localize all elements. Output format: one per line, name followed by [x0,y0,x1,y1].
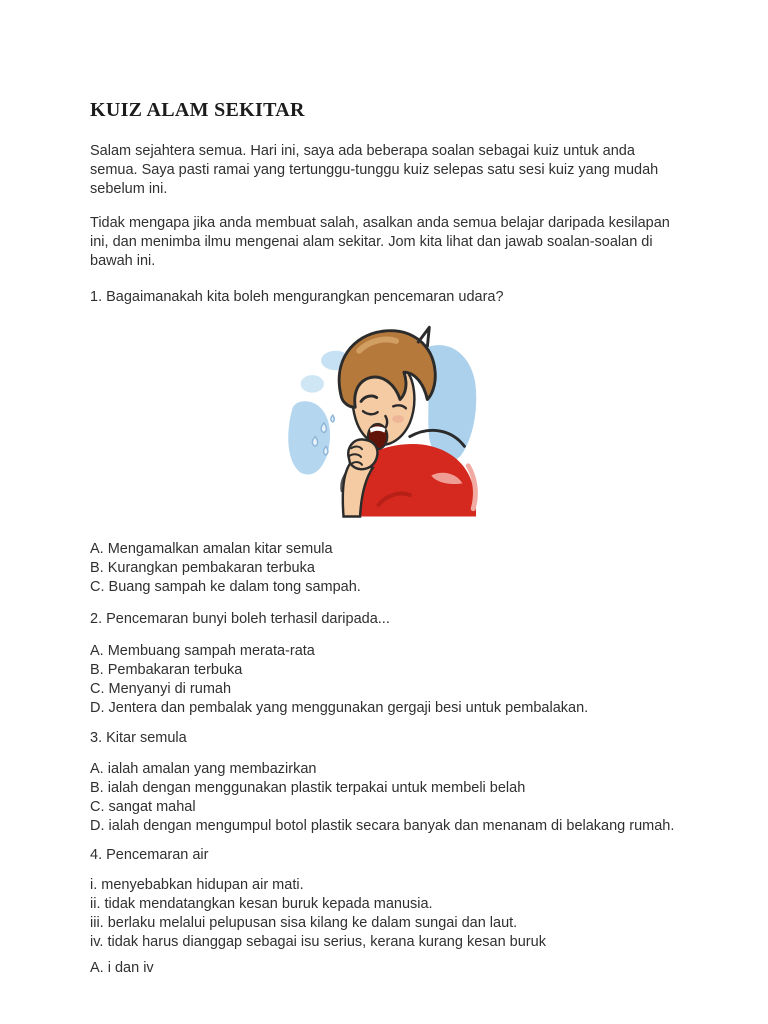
answer-option: B. ialah dengan menggunakan plastik terpakai untuk membeli belah [90,780,526,796]
question-1-text: 1. Bagaimanakah kita boleh mengurangkan pencemaran udara? [90,289,504,305]
answer-option: C. Menyanyi di rumah [90,681,232,697]
question-4-text: 4. Pencemaran air [90,847,209,863]
statement-item: iii. berlaku melalui pelupusan sisa kilang ke dalam sungai dan laut. [90,915,518,931]
answer-option: D. ialah dengan mengumpul botol plastik secara banyak dan menanam di belakang rumah. [90,818,675,834]
question-1-options [90,540,675,597]
intro-paragraph-1: Salam sejahtera semua. Hari ini, saya ada beberapa soalan sebagai kuiz untuk anda semua. Saya pasti ramai yang tertunggu-tunggu kuiz selepas satu sesi kuiz yang mudah sebelum ini. [90,143,659,197]
answer-option: A. Membuang sampah merata-rata [90,643,315,659]
statement-item: iv. tidak harus dianggap sebagai isu serius, kerana kurang kesan buruk [90,934,546,950]
answer-option: B. Pembakaran terbuka [90,662,243,678]
question-4-options [90,959,675,978]
statement-item: i. menyebabkan hidupan air mati. [90,877,304,893]
coughing-boy-illustration [285,320,480,518]
question-4-statements [90,876,675,952]
answer-option: A. i dan iv [90,960,154,976]
answer-option: C. Buang sampah ke dalam tong sampah. [90,579,361,595]
answer-option: A. ialah amalan yang membazirkan [90,761,317,777]
question-3-options [90,760,675,836]
answer-option: B. Kurangkan pembakaran terbuka [90,560,315,576]
intro-paragraph-2: Tidak mengapa jika anda membuat salah, asalkan anda semua belajar daripada kesilapan ini, dan menimba ilmu mengenai alam sekitar. Jom kita lihat dan jawab soalan-soalan di bawah ini. [90,215,670,269]
question-2-text: 2. Pencemaran bunyi boleh terhasil daripada... [90,611,390,627]
question-2-options [90,642,675,718]
page-title: KUIZ ALAM SEKITAR [90,99,305,121]
answer-option: A. Mengamalkan amalan kitar semula [90,541,333,557]
question-3-text: 3. Kitar semula [90,730,187,746]
statement-item: ii. tidak mendatangkan kesan buruk kepada manusia. [90,896,433,912]
sky-patch-left [288,401,330,474]
answer-option: D. Jentera dan pembalak yang menggunakan gergaji besi untuk pembalakan. [90,700,589,716]
answer-option: C. sangat mahal [90,799,196,815]
